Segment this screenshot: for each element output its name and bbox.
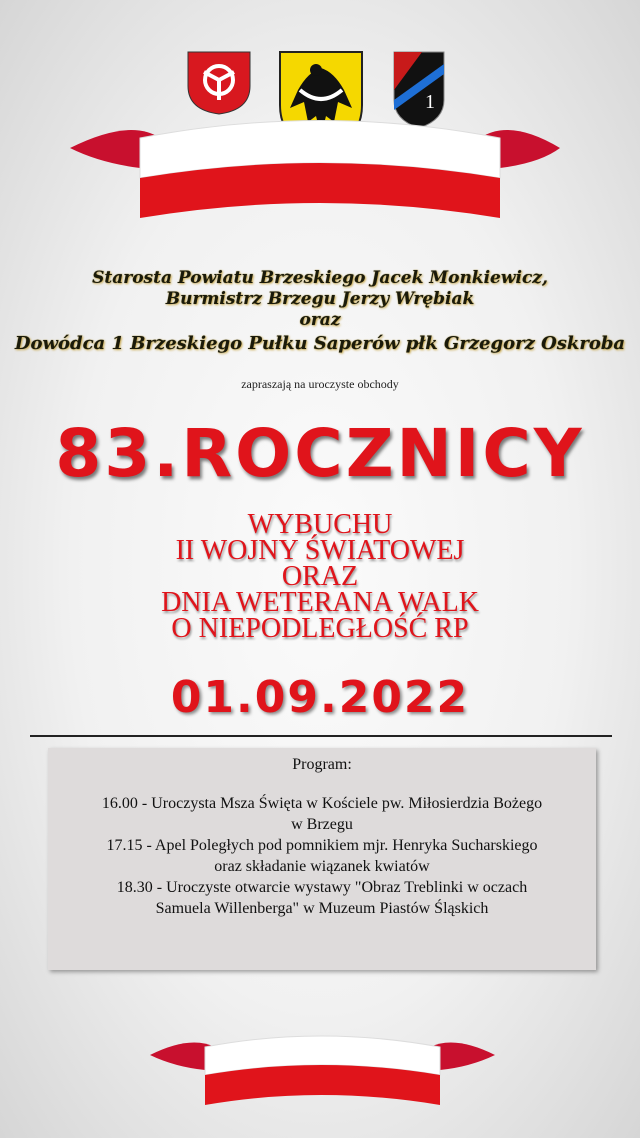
subtitle-line: WYBUCHU xyxy=(247,509,393,540)
subtitle-line: ORAZ xyxy=(281,561,359,592)
headline: 83.ROCZNICY xyxy=(55,415,585,492)
flag-ribbon-bottom xyxy=(0,1025,640,1120)
host-line: Dowódca 1 Brzeskiego Pułku Saperów płk Grzegorz Oskroba xyxy=(14,333,626,354)
flag-ribbon-top xyxy=(0,108,640,248)
invite-text: zapraszają na uroczyste obchody xyxy=(241,377,399,391)
program-line: 18.30 - Uroczyste otwarcie wystawy "Obraz Treblinki w oczach xyxy=(116,879,528,896)
hosts-block xyxy=(0,268,640,354)
divider xyxy=(30,735,612,737)
subtitle-line: O NIEPODLEGŁOŚĆ RP xyxy=(171,613,469,644)
program-box xyxy=(48,748,596,970)
program-line: oraz składanie wiązanek kwiatów xyxy=(214,858,430,875)
program-line: 16.00 - Uroczysta Msza Święta w Kościele pw. Miłosierdzia Bożego xyxy=(101,795,543,812)
event-date: 01.09.2022 xyxy=(170,672,470,723)
program-line: w Brzegu xyxy=(291,816,353,833)
host-line: Starosta Powiatu Brzeskiego Jacek Monkiewicz, xyxy=(92,268,548,288)
subtitle xyxy=(0,509,640,644)
subtitle-line: II WOJNY ŚWIATOWEJ xyxy=(175,535,465,566)
host-line: Burmistrz Brzegu Jerzy Wrębiak xyxy=(165,289,475,309)
program-title: Program: xyxy=(292,756,352,773)
subtitle-line: DNIA WETERANA WALK xyxy=(161,587,479,618)
program-line: 17.15 - Apel Poległych pod pomnikiem mjr. Henryka Sucharskiego xyxy=(106,837,538,854)
program-line: Samuela Willenberga" w Muzeum Piastów Śląskich xyxy=(155,900,489,917)
powiat-crest-icon xyxy=(186,50,252,116)
host-line: oraz xyxy=(299,310,341,330)
regiment-number: 1 xyxy=(425,91,435,113)
